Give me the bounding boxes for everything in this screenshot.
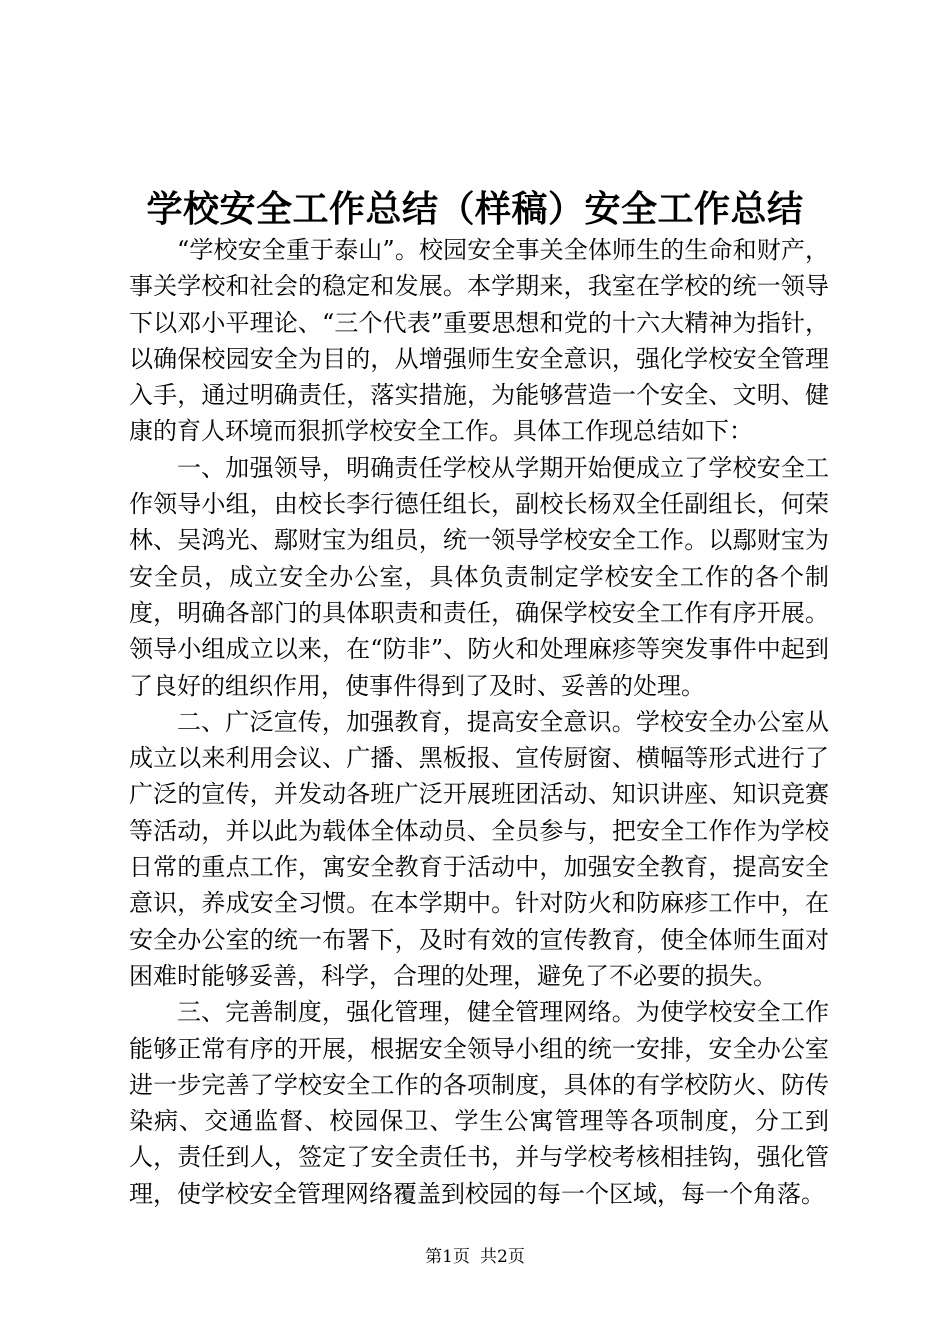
document-body xyxy=(129,232,829,1212)
page-number: 第1页 xyxy=(425,1247,470,1267)
page-footer xyxy=(0,1245,950,1269)
paragraph-section-1: 一、加强领导，明确责任学校从学期开始便成立了学校安全工作领导小组，由校长李行德任组长，副校长杨双全任副组长，何荣林、吴鸿光、鄢财宝为组员，统一领导学校安全工作。以鄢财宝为安全员，成立安全办公室，具体负责制定学校安全工作的各个制度，明确各部门的具体职责和责任，确保学校安全工作有序开展。领导小组成立以来，在“防非”、防火和处理麻疹等突发事件中起到了良好的组织作用，使事件得到了及时、妥善的处理。 xyxy=(129,453,829,700)
paragraph-section-3: 三、完善制度，强化管理，健全管理网络。为使学校安全工作能够正常有序的开展，根据安全领导小组的统一安排，安全办公室进一步完善了学校安全工作的各项制度，具体的有学校防火、防传染病、交通监督、校园保卫、学生公寓管理等各项制度，分工到人，责任到人，签定了安全责任书，并与学校考核相挂钩，强化管理，使学校安全管理网络覆盖到校园的每一个区域，每一个角落。 xyxy=(129,998,829,1208)
document-title: 学校安全工作总结（样稿）安全工作总结 xyxy=(146,188,804,230)
paragraph-section-2: 二、广泛宣传，加强教育，提高安全意识。学校安全办公室从成立以来利用会议、广播、黑板报、宣传厨窗、横幅等形式进行了广泛的宣传，并发动各班广泛开展班团活动、知识讲座、知识竞赛等活动，并以此为载体全体动员、全员参与，把安全工作作为学校日常的重点工作，寓安全教育于活动中，加强安全教育，提高安全意识，养成安全习惯。在本学期中。针对防火和防麻疹工作中，在安全办公室的统一布署下，及时有效的宣传教育，使全体师生面对困难时能够妥善，科学，合理的处理，避免了不必要的损失。 xyxy=(129,707,829,990)
paragraph-intro: “学校安全重于泰山”。校园安全事关全体师生的生命和财产，事关学校和社会的稳定和发展。本学期来，我室在学校的统一领导下以邓小平理论、“三个代表”重要思想和党的十六大精神为指针，以确保校园安全为目的，从增强师生安全意识，强化学校安全管理入手，通过明确责任，落实措施，为能够营造一个安全、文明、健康的育人环境而狠抓学校安全工作。具体工作现总结如下： xyxy=(129,236,829,446)
page-total: 共2页 xyxy=(480,1247,525,1267)
